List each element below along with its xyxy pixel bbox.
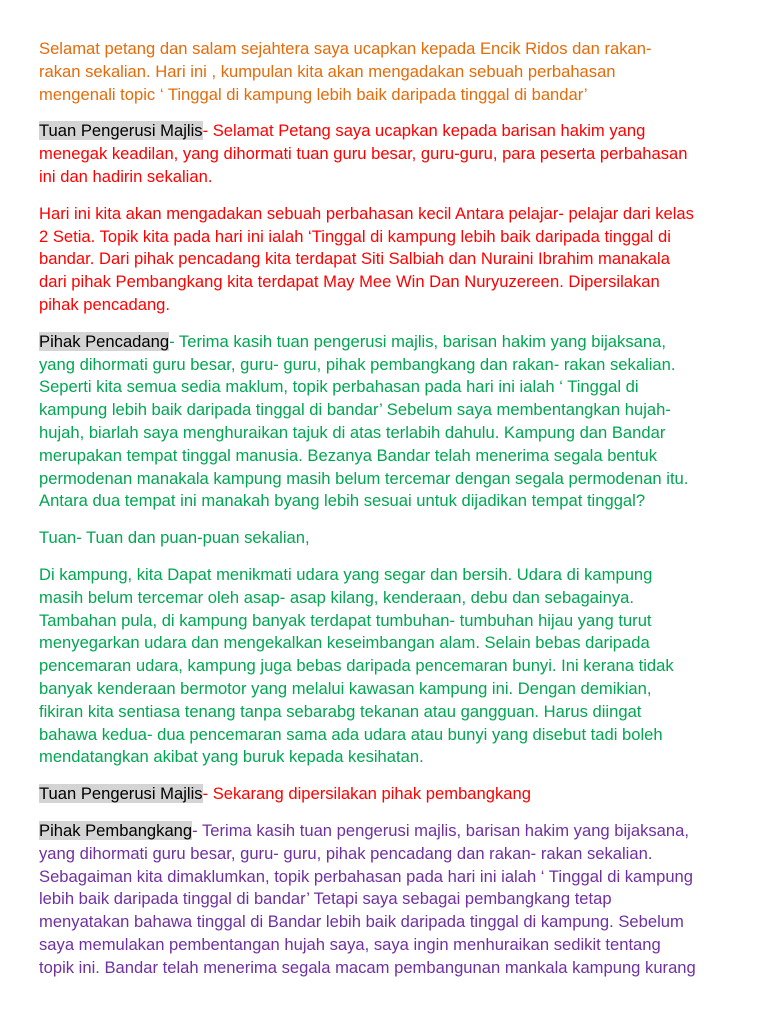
- text-line: [39, 783, 744, 806]
- text-line: topik ini. Bandar telah menerima segala macam pembangunan mankala kampung kurang: [39, 957, 696, 977]
- text-line: Hari ini kita akan mengadakan sebuah perbahasan kecil Antara pelajar- pelajar dari kelas: [39, 203, 694, 223]
- speech-text: Terima kasih tuan pengerusi majlis, barisan hakim yang bijaksana,: [197, 820, 689, 840]
- text-line: dari pihak Pembangkang kita terdapat May Mee Win Dan Nuryuzereen. Dipersilakan: [39, 272, 660, 292]
- text-line: saya memulakan pembentangan hujah saya, saya ingin menhuraikan sedikit tentang: [39, 934, 661, 954]
- text-line: lebih baik daripada tinggal di bandar’ Tetapi saya sebagai pembangkang tetap: [39, 889, 612, 909]
- text-line: merupakan tempat tinggal manusia. Bezanya Bandar telah menerima segala bentuk: [39, 445, 658, 465]
- text-line: 2 Setia. Topik kita pada hari ini ialah ‘Tinggal di kampung lebih baik daripada tinggal di: [39, 226, 671, 246]
- text-line: menyatakan bahawa tinggal di Bandar lebih baik daripada tinggal di kampung. Sebelum: [39, 912, 684, 932]
- text-line: menyegarkan udara dan mengekalkan keseimbangan alam. Selain bebas daripada: [39, 633, 650, 653]
- text-line: fikiran kita sentiasa tenang tanpa sebarabg tekanan atau gangguan. Harus diingat: [39, 701, 642, 721]
- text-line: [39, 120, 744, 143]
- chair-transition-paragraph: [39, 783, 744, 806]
- text-line: menegak keadilan, yang dihormati tuan guru besar, guru-guru, para peserta perbahasan: [39, 144, 688, 164]
- debate-script-document: [39, 38, 744, 993]
- speaker-label-chair: Tuan Pengerusi Majlis: [39, 121, 203, 141]
- chair-opening-paragraph: [39, 120, 744, 188]
- text-line: Antara dua tempat ini manakah byang lebih sesuai untuk dijadikan tempat tinggal?: [39, 491, 646, 511]
- text-line: pencemaran udara, kampung juga bebas daripada pencemaran bunyi. Ini kerana tidak: [39, 656, 674, 676]
- text-line: bahawa kedua- dua pencemaran sama ada udara atau bunyi yang disebut tadi boleh: [39, 724, 663, 744]
- speaker-dash: -: [192, 820, 198, 840]
- speaker-dash: -: [202, 121, 209, 141]
- text-line: mendatangkan akibat yang buruk kepada kesihatan.: [39, 747, 424, 767]
- text-line: permodenan manakala kampung masih belum tercemar dengan segala permodenan itu.: [39, 468, 689, 488]
- text-line: masih belum tercemar oleh asap- asap kilang, kenderaan, debu dan sebagainya.: [39, 587, 634, 607]
- text-line: Tuan- Tuan dan puan-puan sekalian,: [39, 528, 310, 548]
- chair-introduction-paragraph: [39, 203, 744, 317]
- text-line: [39, 331, 744, 354]
- text-line: pihak pencadang.: [39, 294, 171, 314]
- text-line: bandar. Dari pihak pencadang kita terdapat Siti Salbiah dan Nuraini Ibrahim manakala: [39, 249, 670, 269]
- proposition-argument-paragraph: [39, 564, 744, 769]
- text-line: mengenali topic ‘ Tinggal di kampung lebih baik daripada tinggal di bandar’: [39, 84, 588, 104]
- text-line: ini dan hadirin sekalian.: [39, 166, 213, 186]
- text-line: yang dihormati guru besar, guru- guru, pihak pembangkang dan rakan- rakan sekalian.: [39, 354, 676, 374]
- speaker-label-proposition: Pihak Pencadang: [39, 331, 170, 351]
- text-line: Selamat petang dan salam sejahtera saya ucapkan kepada Encik Ridos dan rakan-: [39, 39, 652, 58]
- text-line: Tambahan pula, di kampung banyak terdapat tumbuhan- tumbuhan hijau yang turut: [39, 610, 652, 630]
- proposition-opening-paragraph: [39, 331, 744, 513]
- speech-text: Selamat Petang saya ucapkan kepada barisan hakim yang: [208, 121, 646, 141]
- text-line: Di kampung, kita Dapat menikmati udara yang segar dan bersih. Udara di kampung: [39, 564, 653, 584]
- text-line: yang dihormati guru besar, guru- guru, pihak pencadang dan rakan- rakan sekalian.: [39, 843, 653, 863]
- text-line: banyak kenderaan bermotor yang melalui kawasan kampung ini. Dengan demikian,: [39, 678, 652, 698]
- text-line: rakan sekalian. Hari ini , kumpulan kita akan mengadakan sebuah perbahasan: [39, 61, 616, 81]
- speaker-dash: -: [202, 784, 209, 804]
- text-line: Sebagaiman kita dimaklumkan, topik perbahasan pada hari ini ialah ‘ Tinggal di kampung: [39, 866, 694, 886]
- speech-text: Sekarang dipersilakan pihak pembangkang: [208, 784, 531, 804]
- speaker-dash: -: [169, 331, 175, 351]
- text-line: [39, 820, 744, 843]
- opposition-opening-paragraph: [39, 820, 744, 980]
- intro-paragraph: [39, 38, 744, 106]
- text-line: kampung lebih baik daripada tinggal di bandar’ Sebelum saya membentangkan hujah-: [39, 400, 671, 420]
- speaker-label-chair: Tuan Pengerusi Majlis: [39, 784, 203, 804]
- speaker-label-opposition: Pihak Pembangkang: [39, 820, 193, 840]
- text-line: hujah, biarlah saya menghuraikan tajuk di atas terlabih dahulu. Kampung dan Bandar: [39, 422, 666, 442]
- speech-text: Terima kasih tuan pengerusi majlis, barisan hakim yang bijaksana,: [174, 331, 666, 351]
- proposition-address-paragraph: [39, 527, 744, 550]
- text-line: Seperti kita semua sedia maklum, topik perbahasan pada hari ini ialah ‘ Tinggal di: [39, 377, 639, 397]
